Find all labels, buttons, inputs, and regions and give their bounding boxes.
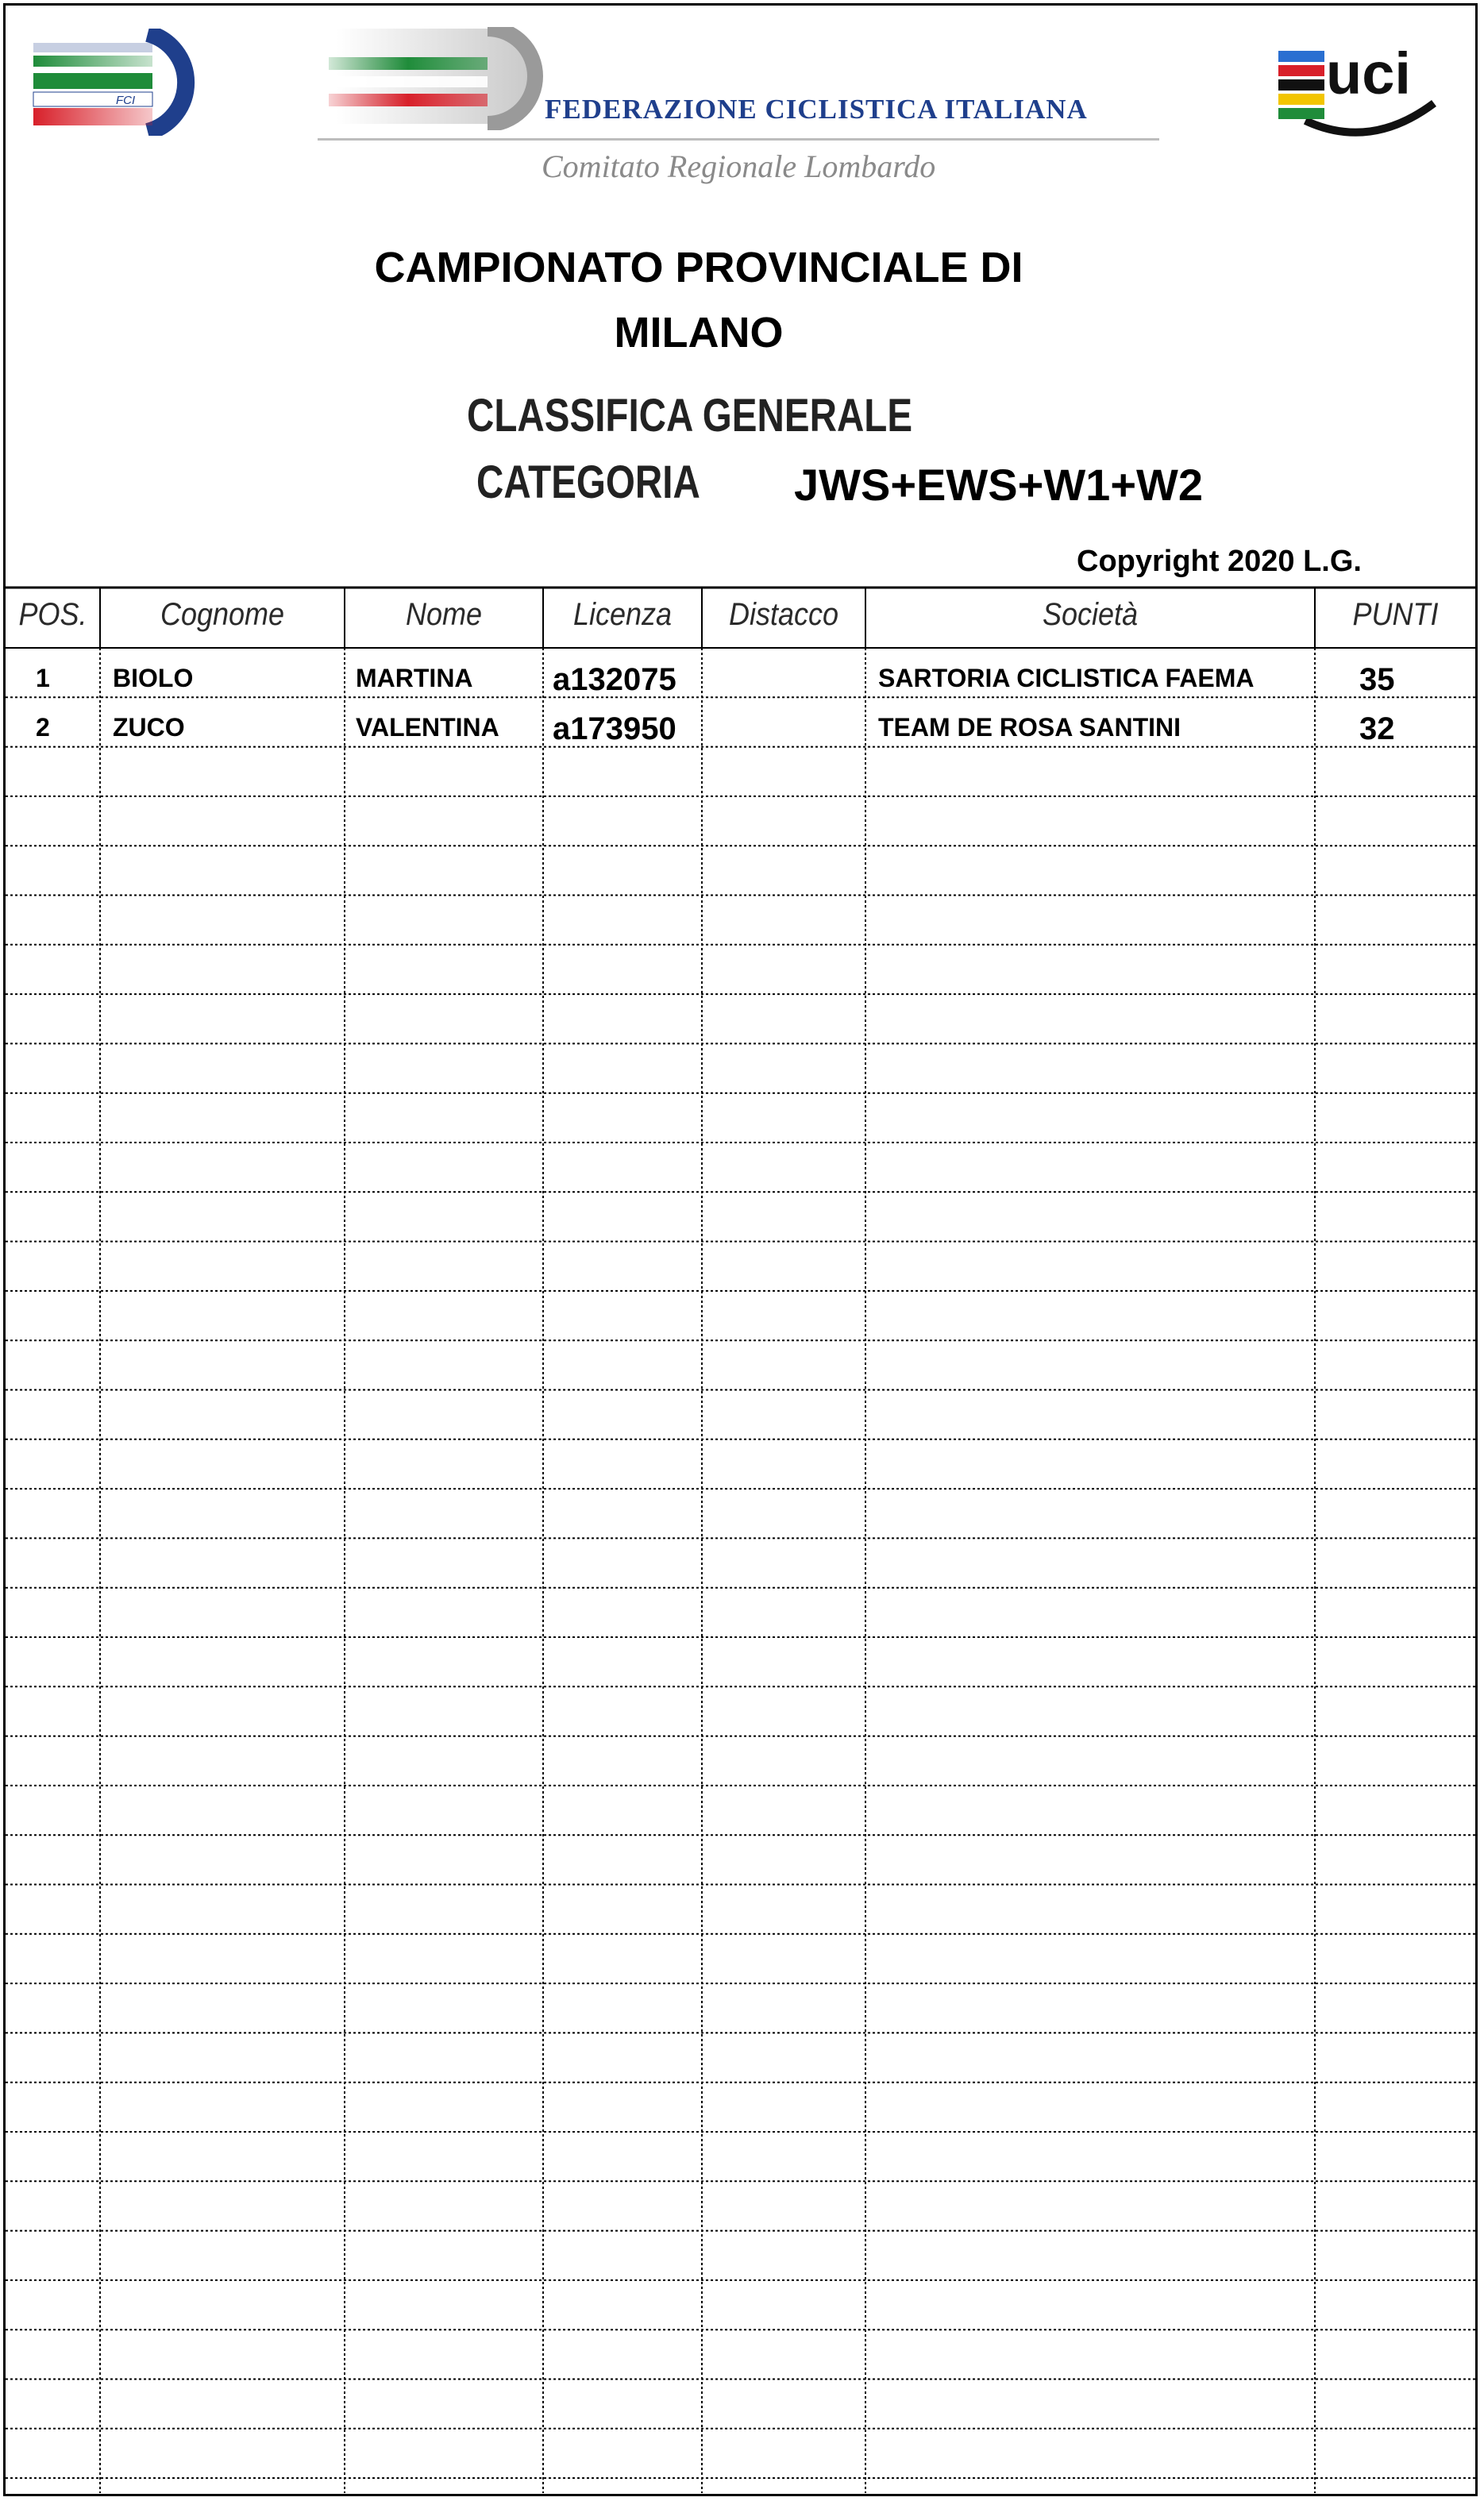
cell-punti: 35 xyxy=(1359,662,1395,697)
column-header-societa[interactable]: Società xyxy=(1042,597,1139,632)
cell-cognome: BIOLO xyxy=(113,664,194,692)
regional-committee: Comitato Regionale Lombardo xyxy=(542,148,936,184)
championship-title-line2: MILANO xyxy=(614,309,784,356)
category-label: CATEGORIA xyxy=(476,457,700,508)
federation-name: FEDERAZIONE CICLISTICA ITALIANA xyxy=(545,94,1088,125)
cell-punti: 32 xyxy=(1359,711,1395,747)
column-header-punti[interactable]: PUNTI xyxy=(1352,597,1439,632)
column-header-distacco[interactable]: Distacco xyxy=(728,597,839,632)
copyright-notice: Copyright 2020 L.G. xyxy=(1077,545,1362,578)
column-header-cognome[interactable]: Cognome xyxy=(160,597,285,632)
cell-nome: MARTINA xyxy=(356,664,473,692)
cell-pos: 1 xyxy=(36,664,50,692)
fci-logo-text: FCI xyxy=(116,94,136,107)
cell-cognome: ZUCO xyxy=(113,713,185,742)
cell-licenza: a173950 xyxy=(553,711,676,747)
classification-label: CLASSIFICA GENERALE xyxy=(467,390,913,441)
cell-societa: SARTORIA CICLISTICA FAEMA xyxy=(878,664,1255,692)
cell-pos: 2 xyxy=(36,713,50,742)
column-header-nome[interactable]: Nome xyxy=(405,597,483,632)
championship-title-line1: CAMPIONATO PROVINCIALE DI xyxy=(374,244,1023,291)
category-value: JWS+EWS+W1+W2 xyxy=(794,460,1204,510)
column-header-pos[interactable]: POS. xyxy=(18,597,87,632)
uci-logo-text: uci xyxy=(1326,40,1411,106)
column-header-licenza[interactable]: Licenza xyxy=(572,597,673,632)
cell-licenza: a132075 xyxy=(553,662,676,697)
cell-societa: TEAM DE ROSA SANTINI xyxy=(878,713,1181,742)
cell-nome: VALENTINA xyxy=(356,713,499,742)
